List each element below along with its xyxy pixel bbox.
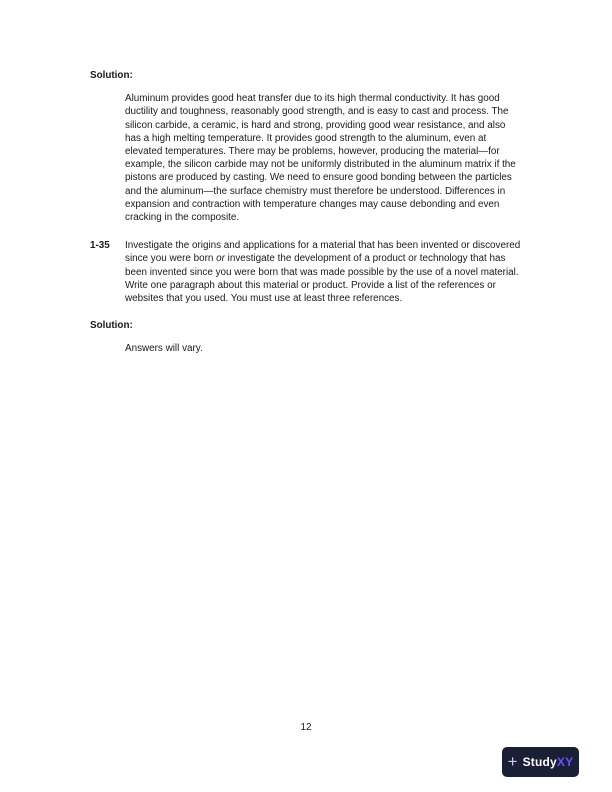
page-content [90, 69, 523, 356]
problem-text-part1: Investigate the origins and applications for a material that has been invented or discovered since you were born [125, 240, 521, 265]
studyxy-logo [502, 747, 579, 777]
brand-name [523, 755, 574, 769]
solution-2-text: Answers will vary. [125, 343, 203, 355]
problem-1-35 [90, 239, 523, 305]
page-number: 12 [300, 722, 312, 733]
brand-name-xy: XY [556, 755, 574, 769]
problem-text [125, 239, 523, 305]
problem-text-part2: investigate the development of a product or technology that has been invented since you were born that was made possible by the use of a novel material. Write one paragraph about this material or product. Provide a list of the references or websites that you used. You must use at least three references. [125, 253, 519, 305]
plus-icon: + [507, 752, 518, 771]
problem-text-italic-or: or [216, 253, 225, 265]
solution-1-text: Aluminum provides good heat transfer due to its high thermal conductivity. It has good ductility and toughness, reasonably good strength, and is easy to cast and process. The silicon carbide, a ceramic, is hard and strong, providing good wear resistance, and also has a high melting temperature. It provides good strength to the aluminum, even at elevated temperatures. There may be problems, however, producing the material—for example, the silicon carbide may not be uniformly distributed in the aluminum matrix if the pistons are produced by casting. We need to ensure good bonding between the particles and the aluminum—the surface chemistry must therefore be understood. Differences in expansion and contraction with temperature changes may cause debonding and even cracking in the composite. [125, 93, 516, 224]
solution-2-label: Solution: [90, 320, 133, 332]
problem-number: 1-35 [90, 240, 110, 252]
brand-name-study: Study [522, 755, 557, 769]
solution-1-label: Solution: [90, 70, 133, 81]
